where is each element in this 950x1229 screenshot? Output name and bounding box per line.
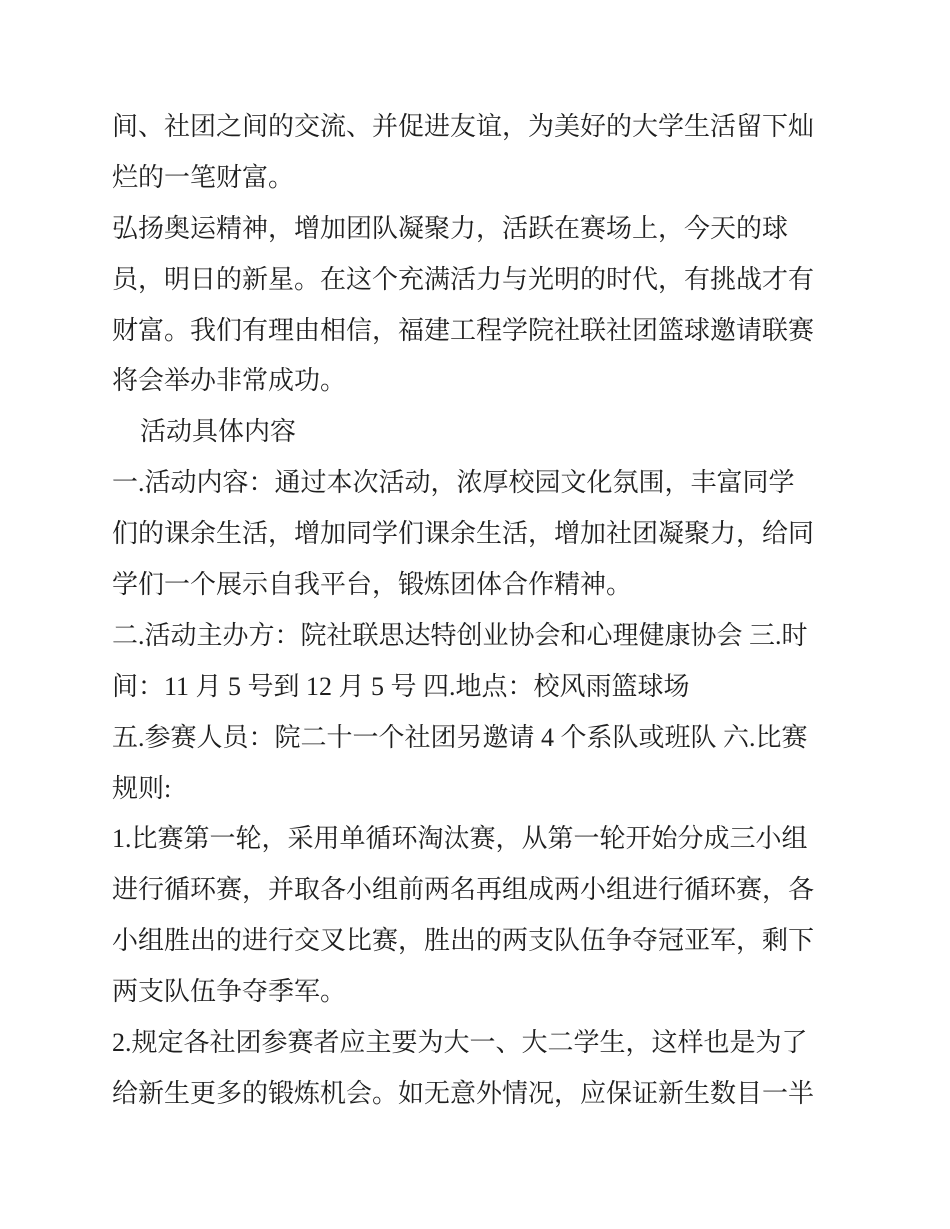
- text-line: 2.规定各社团参赛者应主要为大一、大二学生，这样也是为了: [112, 1028, 808, 1058]
- text-line: 两支队伍争夺季军。: [112, 977, 347, 1007]
- text-line: 进行循环赛，并取各小组前两名再组成两小组进行循环赛，各: [112, 875, 815, 905]
- text-line: 小组胜出的进行交叉比赛，胜出的两支队伍争夺冠亚军，剩下: [112, 926, 815, 956]
- text-line: 给新生更多的锻炼机会。如无意外情况，应保证新生数目一半: [112, 1078, 815, 1108]
- text-line: 将会举办非常成功。: [112, 366, 347, 396]
- text-line: 规则:: [112, 773, 172, 803]
- text-line: 二.活动主办方：院社联思达特创业协会和心理健康协会 三.时: [112, 620, 808, 650]
- document-body: [112, 102, 828, 1120]
- section-heading-line: 活动具体内容: [140, 417, 297, 447]
- text-line: 五.参赛人员：院二十一个社团另邀请 4 个系队或班队 六.比赛: [112, 722, 808, 752]
- text-line: 弘扬奥运精神，增加团队凝聚力，活跃在赛场上，今天的球: [112, 213, 789, 243]
- text-line: 财富。我们有理由相信，福建工程学院社联社团篮球邀请联赛: [112, 315, 815, 345]
- text-line: 1.比赛第一轮，采用单循环淘汰赛，从第一轮开始分成三小组: [112, 824, 808, 854]
- text-line: 员，明日的新星。在这个充满活力与光明的时代，有挑战才有: [112, 264, 815, 294]
- text-line: 学们一个展示自我平台，锻炼团体合作精神。: [112, 570, 633, 600]
- text-line: 间、社团之间的交流、并促进友谊，为美好的大学生活留下灿: [112, 112, 815, 141]
- text-line: 烂的一笔财富。: [112, 162, 295, 192]
- text-line: 间：11 月 5 号到 12 月 5 号 四.地点：校风雨篮球场: [112, 671, 690, 701]
- text-line: 一.活动内容：通过本次活动，浓厚校园文化氛围，丰富同学: [112, 468, 795, 498]
- text-line: 们的课余生活，增加同学们课余生活，增加社团凝聚力，给同: [112, 519, 815, 549]
